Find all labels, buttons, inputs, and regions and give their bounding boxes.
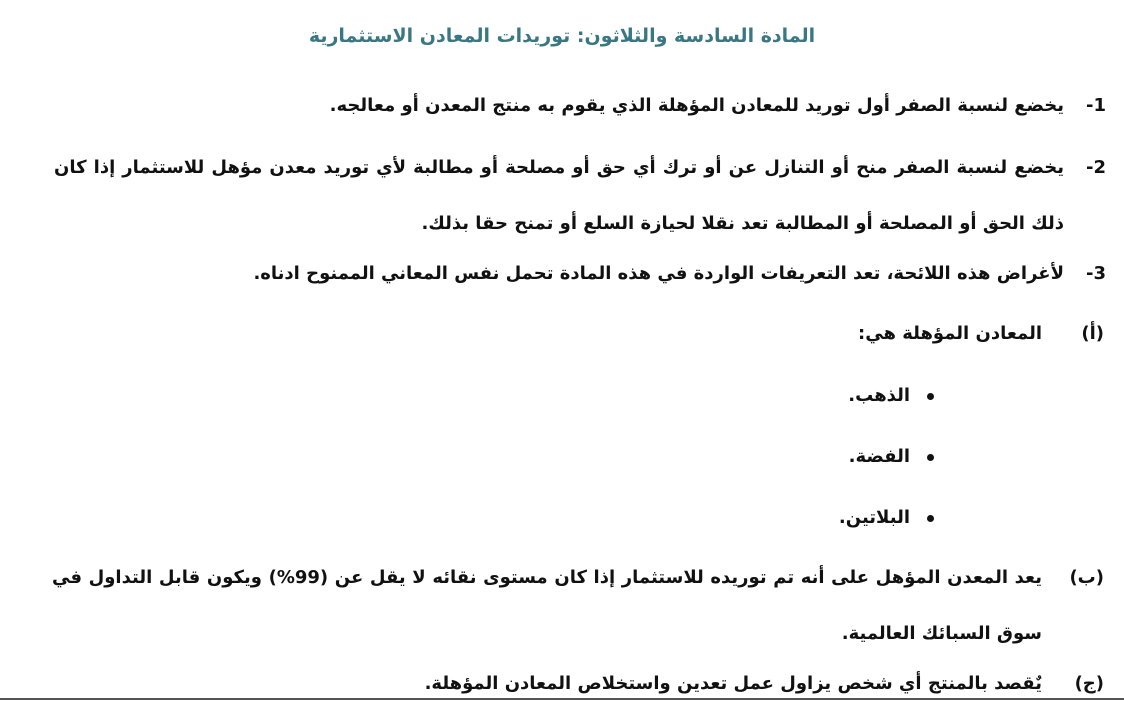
definition-b-text: يعد المعدن المؤهل على أنه تم توريده للاستثمار إذا كان مستوى نقائه لا يقل عن (99%) ويكون قابل التداول في سوق السبائك العالمية. bbox=[52, 567, 1042, 644]
definition-c-label: (ج) bbox=[1074, 673, 1104, 694]
clause-1-number: -1 bbox=[1086, 95, 1106, 116]
clause-3 bbox=[54, 246, 1106, 302]
bullet-icon bbox=[927, 393, 934, 400]
definition-c-text: يٌقصد بالمنتج أي شخص يزاول عمل تعدين واستخلاص المعادن المؤهلة. bbox=[424, 673, 1042, 694]
definition-a-text: المعادن المؤهلة هي: bbox=[858, 323, 1042, 344]
metal-item-text: البلاتين. bbox=[838, 507, 910, 528]
bullet-icon bbox=[927, 515, 934, 522]
definition-a-label: (أ) bbox=[1081, 323, 1104, 344]
clause-3-number: -3 bbox=[1086, 263, 1106, 284]
bottom-divider bbox=[0, 698, 1124, 700]
metal-item-text: الذهب. bbox=[848, 385, 910, 406]
metal-item-text: الفضة. bbox=[848, 446, 910, 467]
clause-2 bbox=[54, 140, 1106, 252]
clause-2-text: يخضع لنسبة الصفر منح أو التنازل عن أو ترك أي حق أو مصلحة أو مطالبة لأي توريد معدن مؤهل للاستثمار إذا كان ذلك الحق أو المصلحة أو المطالبة تعد نقلا لحيازة السلع أو تمنح حقا بذلك. bbox=[54, 157, 1064, 234]
clause-3-text: لأغراض هذه اللائحة، تعد التعريفات الواردة في هذه المادة تحمل نفس المعاني الممنوح ادناه. bbox=[253, 263, 1064, 284]
clause-1 bbox=[54, 78, 1106, 134]
definition-b-label: (ب) bbox=[1069, 567, 1104, 588]
article-title: المادة السادسة والثلاثون: توريدات المعادن الاستثمارية bbox=[308, 25, 816, 47]
clause-2-number: -2 bbox=[1086, 157, 1106, 178]
clause-1-text: يخضع لنسبة الصفر أول توريد للمعادن المؤهلة الذي يقوم به منتج المعدن أو معالجه. bbox=[329, 95, 1064, 116]
bullet-icon bbox=[927, 454, 934, 461]
